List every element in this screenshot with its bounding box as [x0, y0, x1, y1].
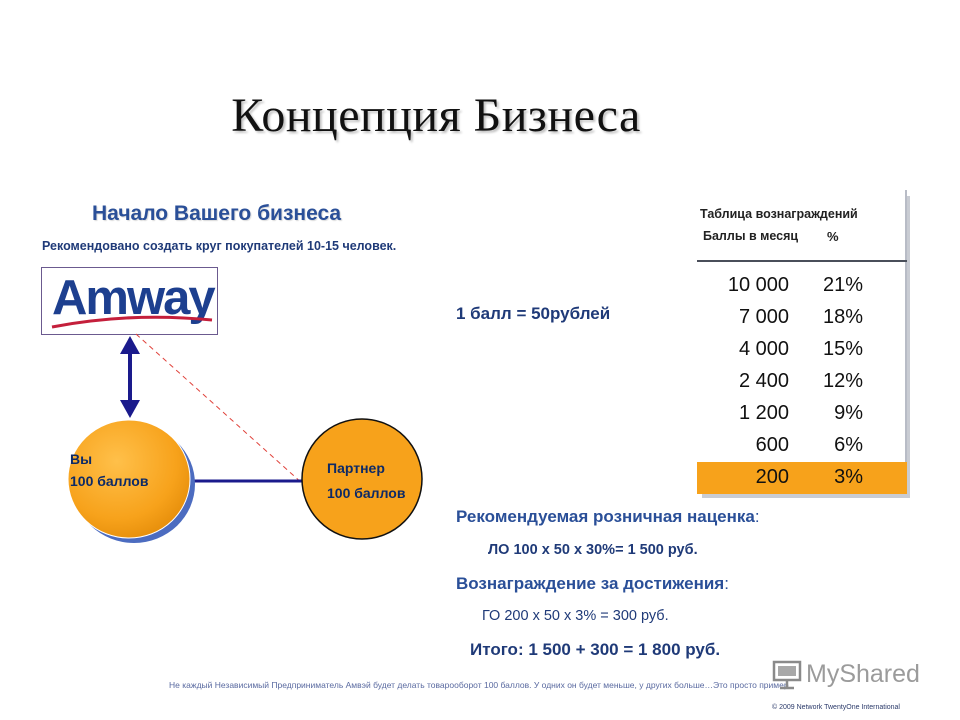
tier-percent: 9%: [834, 402, 863, 424]
amway-logo: Amway: [52, 271, 214, 325]
recommendation-text: Рекомендовано создать круг покупателей 10-15 человек.: [42, 239, 397, 253]
tier-percent: 6%: [834, 434, 863, 456]
reward-tier-row: [697, 334, 907, 366]
logo-swoosh: [52, 317, 212, 327]
slide-title: Концепция Бизнеса: [231, 89, 641, 142]
reward-tier-row: [697, 302, 907, 334]
tier-percent: 15%: [822, 338, 863, 360]
achievement-reward-heading-text: Вознаграждение за достижения: [456, 574, 725, 593]
achievement-reward-heading-colon: :: [724, 574, 729, 593]
tier-points: 10 000: [727, 274, 789, 296]
you-name: Вы: [70, 451, 93, 467]
arrow-head-up: [120, 336, 140, 354]
retail-markup-heading: [456, 507, 760, 527]
tier-points: 1 200: [738, 402, 789, 424]
table-header-divider: [697, 260, 907, 262]
tier-points: 200: [755, 466, 789, 488]
reward-tier-row: [697, 270, 907, 302]
retail-markup-formula: ЛО 100 х 50 х 30%= 1 500 руб.: [488, 542, 698, 558]
copyright-text: © 2009 Network TwentyOne International: [772, 704, 900, 711]
arrow-head-down: [120, 400, 140, 418]
partner-label: [327, 456, 405, 506]
projector-screen-icon: [770, 656, 810, 694]
tier-percent: 18%: [822, 306, 863, 328]
column-header-points: Баллы в месяц: [703, 229, 799, 243]
reward-tier-row: [697, 462, 907, 494]
tier-percent: 12%: [822, 370, 863, 392]
tier-points: 4 000: [738, 338, 789, 360]
slide-subtitle: Начало Вашего бизнеса: [92, 202, 342, 225]
achievement-reward-formula: ГО 200 х 50 х 3% = 300 руб.: [482, 608, 669, 624]
reward-tier-row: [697, 366, 907, 398]
retail-markup-heading-text: Рекомендуемая розничная наценка: [456, 507, 755, 526]
retail-markup-heading-colon: :: [754, 507, 760, 526]
total-sum: Итого: 1 500 + 300 = 1 800 руб.: [470, 640, 721, 659]
point-value-text: 1 балл = 50рублей: [456, 304, 611, 323]
watermark-text: MyShared: [806, 660, 920, 688]
tier-percent: 3%: [834, 466, 863, 488]
partner-points: 100 баллов: [327, 485, 406, 501]
partner-name: Партнер: [327, 460, 385, 476]
reward-table-title: Таблица вознаграждений: [700, 207, 858, 221]
tier-points: 7 000: [738, 306, 789, 328]
reward-tier-row: [697, 430, 907, 462]
achievement-reward-heading: [456, 574, 729, 594]
you-label: [70, 448, 148, 492]
you-points: 100 баллов: [70, 473, 149, 489]
reward-tier-row: [697, 398, 907, 430]
tier-points: 2 400: [738, 370, 789, 392]
tier-points: 600: [755, 434, 789, 456]
column-header-percent: %: [827, 229, 839, 244]
disclaimer-footnote: Не каждый Независимый Предприниматель Амвэй будет делать товарооборот 100 баллов. У одних он будет меньше, у других больше…Это просто пример.: [169, 680, 791, 690]
tier-percent: 21%: [822, 274, 863, 296]
